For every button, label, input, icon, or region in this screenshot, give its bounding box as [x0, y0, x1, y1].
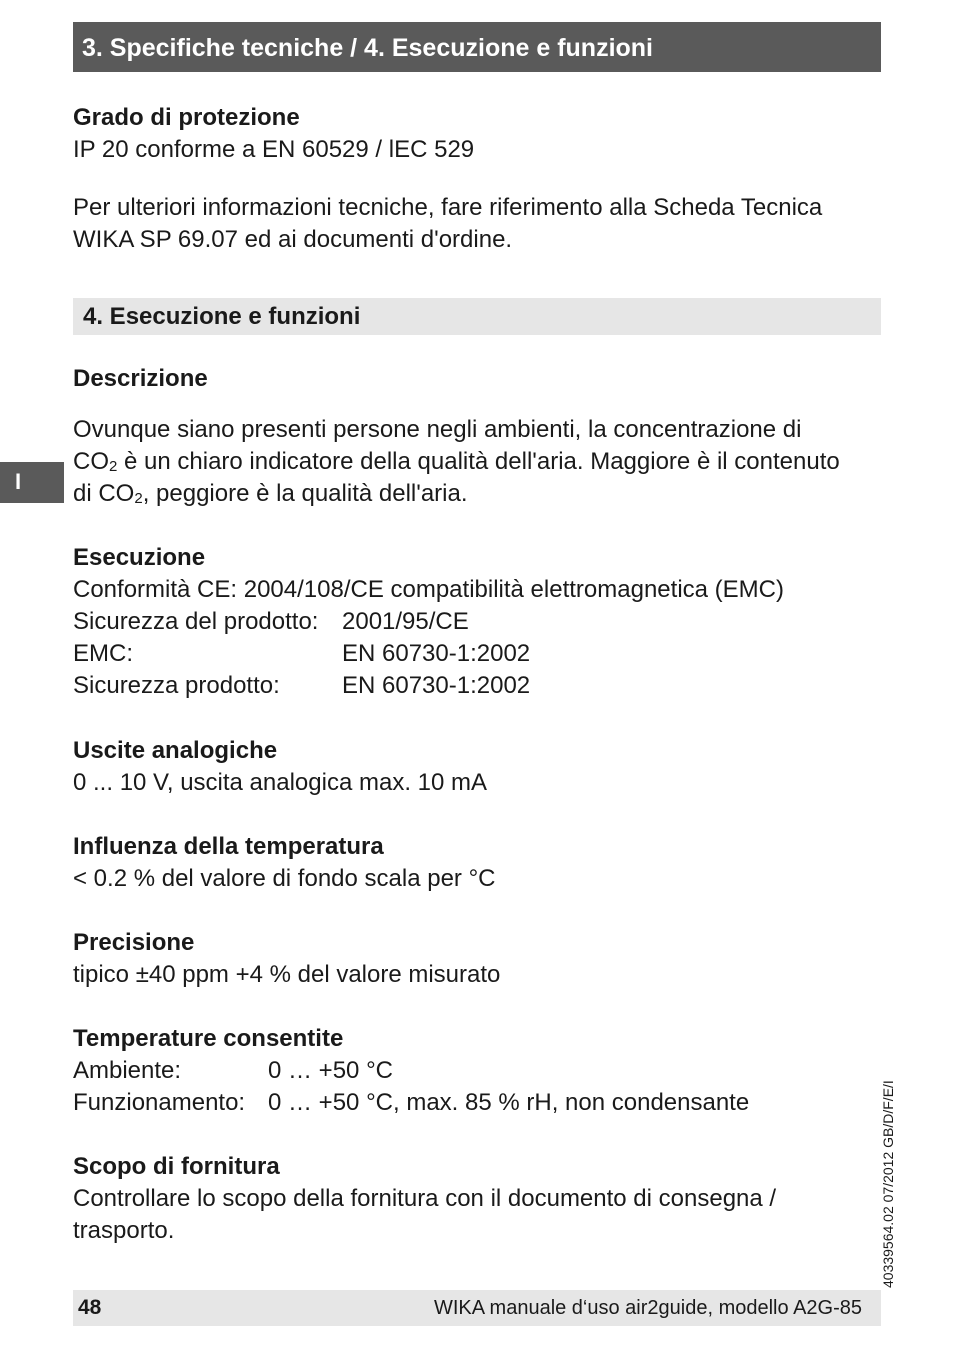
analog-outputs-value: 0 ... 10 V, uscita analogica max. 10 mA: [73, 769, 488, 796]
co2-text: CO: [73, 448, 109, 475]
temperature-row-label: Ambiente:: [73, 1057, 182, 1084]
execution-ce-line: Conformità CE: 2004/108/CE compatibilità elettromagnetica (EMC): [73, 576, 784, 603]
subsection-header-title: 4. Esecuzione e funzioni: [83, 303, 361, 330]
execution-row-value: 2001/95/CE: [342, 608, 469, 635]
execution-row-value: EN 60730-1:2002: [342, 640, 531, 667]
language-tab: [0, 462, 64, 503]
language-tab-label: I: [15, 469, 22, 494]
further-info-line-2: WIKA SP 69.07 ed ai documenti d'ordine.: [73, 226, 513, 253]
execution-row-label: Sicurezza del prodotto:: [73, 608, 319, 635]
analog-outputs-heading: Uscite analogiche: [73, 737, 278, 764]
protection-heading: Grado di protezione: [73, 104, 300, 131]
section-header-bar: [73, 22, 881, 72]
execution-heading: Esecuzione: [73, 544, 206, 571]
permissible-temperatures-heading: Temperature consentite: [73, 1025, 344, 1052]
footer-bar: [73, 1290, 881, 1326]
execution-row-label: Sicurezza prodotto:: [73, 672, 280, 699]
description-line-3-rest: , peggiore è la qualità dell'aria.: [142, 480, 468, 507]
temperature-influence-value: < 0.2 % del valore di fondo scala per °C: [73, 865, 496, 892]
accuracy-heading: Precisione: [73, 929, 195, 956]
further-info-line-1: Per ulteriori informazioni tecniche, fare riferimento alla Scheda Tecnica: [73, 194, 823, 221]
temperature-row-label: Funzionamento:: [73, 1089, 246, 1116]
execution-row-label: EMC:: [73, 640, 133, 667]
description-line-2: [73, 446, 840, 478]
description-line-3: [73, 478, 468, 510]
accuracy-value: tipico ±40 ppm +4 % del valore misurato: [73, 961, 501, 988]
scope-heading: Scopo di fornitura: [73, 1153, 280, 1180]
temperature-row-value: 0 … +50 °C, max. 85 % rH, non condensante: [268, 1089, 750, 1116]
description-line-1: Ovunque siano presenti persone negli ambienti, la concentrazione di: [73, 416, 802, 443]
section-header-title: 3. Specifiche tecniche / 4. Esecuzione e funzioni: [82, 34, 653, 62]
scope-line-1: Controllare lo scopo della fornitura con il documento di consegna /: [73, 1185, 777, 1212]
temperature-influence-heading: Influenza della temperatura: [73, 833, 384, 860]
document-code-vertical: 40339564.02 07/2012 GB/D/F/E/I: [880, 1080, 896, 1288]
co2-subscript: 2: [109, 458, 118, 475]
scope-line-2: trasporto.: [73, 1217, 175, 1244]
co2-subscript: 2: [134, 490, 143, 507]
protection-value: IP 20 conforme a EN 60529 / lEC 529: [73, 136, 475, 163]
description-line-2-rest: è un chiaro indicatore della qualità dell'aria. Maggiore è il contenuto: [117, 448, 840, 475]
execution-row-value: EN 60730-1:2002: [342, 672, 531, 699]
co2-text: di CO: [73, 480, 135, 507]
description-heading: Descrizione: [73, 365, 208, 392]
subsection-header-bar: [73, 298, 881, 335]
footer-title: WIKA manuale d‘uso air2guide, modello A2G-85: [433, 1297, 862, 1319]
page-number: 48: [78, 1296, 102, 1319]
temperature-row-value: 0 … +50 °C: [268, 1057, 393, 1084]
